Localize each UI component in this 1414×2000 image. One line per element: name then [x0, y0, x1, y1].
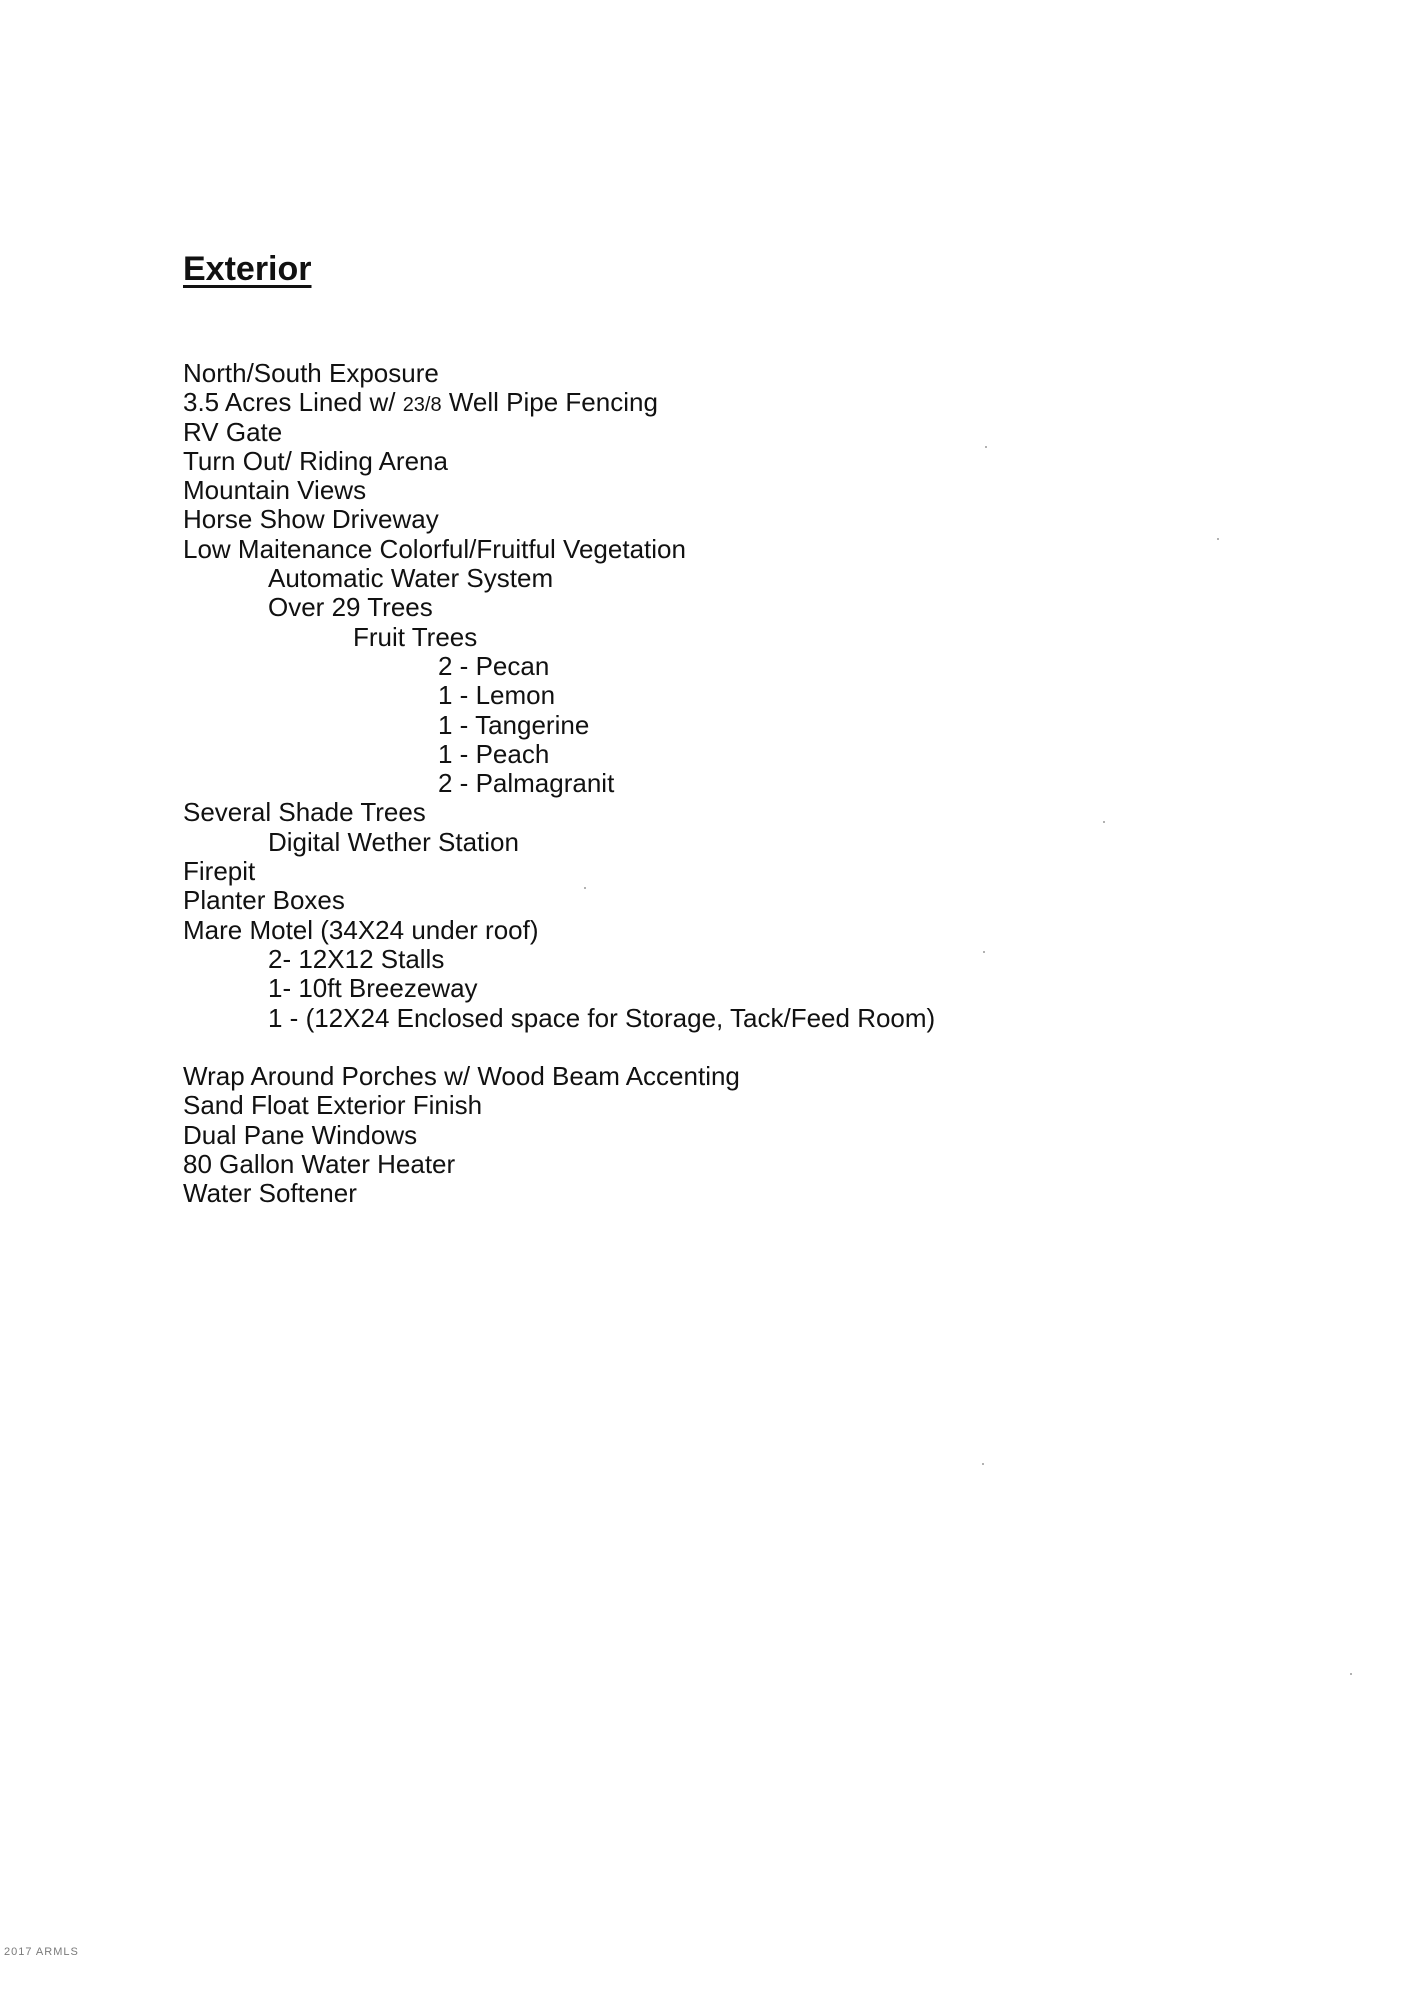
list-item — [183, 359, 935, 388]
list-item — [183, 447, 935, 476]
list-item — [183, 388, 935, 417]
list-item — [183, 945, 935, 974]
item-text: Low Maitenance Colorful/Fruitful Vegetation — [183, 533, 686, 564]
item-text: Mountain Views — [183, 475, 367, 506]
list-item — [183, 1150, 935, 1179]
list-item — [183, 886, 935, 915]
list-item — [183, 916, 935, 945]
list-item — [183, 476, 935, 505]
scan-speck — [983, 951, 985, 953]
item-text: 3.5 Acres Lined w/ — [183, 387, 403, 418]
item-text: 1 - (12X24 Enclosed space for Storage, Tack/Feed Room) — [268, 1002, 936, 1033]
list-item — [183, 1004, 935, 1033]
item-text: Dual Pane Windows — [183, 1119, 418, 1150]
list-item — [183, 798, 935, 827]
item-text: Digital Wether Station — [268, 826, 519, 857]
item-text: Turn Out/ Riding Arena — [183, 445, 448, 476]
item-text: 1 - Peach — [438, 738, 550, 769]
section-heading: Exterior — [183, 250, 312, 288]
item-text: Firepit — [183, 856, 256, 887]
list-item — [183, 1091, 935, 1120]
item-text: Horse Show Driveway — [183, 504, 439, 535]
list-item — [183, 593, 935, 622]
item-text: 2- 12X12 Stalls — [268, 943, 445, 974]
list-item — [183, 505, 935, 534]
item-text: 2 - Palmagranit — [438, 768, 615, 799]
list-item — [183, 1062, 935, 1091]
list-item — [183, 681, 935, 710]
item-text: 1 - Tangerine — [438, 709, 590, 740]
list-item — [183, 974, 935, 1003]
item-text: RV Gate — [183, 416, 283, 447]
item-text: North/South Exposure — [183, 358, 439, 388]
item-text: 2 - Pecan — [438, 650, 550, 681]
watermark-text: 2017 ARMLS — [4, 1946, 79, 1958]
item-text: Water Softener — [183, 1178, 357, 1209]
list-item — [183, 1179, 935, 1208]
scan-speck — [1103, 821, 1105, 823]
item-text-after: Well Pipe Fencing — [441, 387, 658, 418]
item-text: Planter Boxes — [183, 885, 345, 916]
scan-speck — [584, 887, 586, 889]
item-text: Sand Float Exterior Finish — [183, 1090, 483, 1121]
list-item — [183, 769, 935, 798]
list-item — [183, 418, 935, 447]
item-text: Automatic Water System — [268, 563, 554, 594]
list-item — [183, 623, 935, 652]
scan-speck — [1217, 538, 1219, 540]
feature-list — [183, 359, 935, 1209]
list-item — [183, 828, 935, 857]
list-item — [183, 535, 935, 564]
scan-speck — [1350, 1673, 1352, 1675]
item-text: Several Shade Trees — [183, 797, 426, 828]
item-text: Mare Motel (34X24 under roof) — [183, 914, 539, 945]
item-text: 1- 10ft Breezeway — [268, 973, 478, 1004]
item-text: 1 - Lemon — [438, 680, 556, 711]
list-item — [183, 652, 935, 681]
item-text: Wrap Around Porches w/ Wood Beam Accenting — [183, 1061, 740, 1092]
item-text: Fruit Trees — [353, 621, 478, 652]
list-item — [183, 564, 935, 593]
scan-speck — [982, 1463, 984, 1465]
item-text: Over 29 Trees — [268, 592, 433, 623]
list-item — [183, 1121, 935, 1150]
list-item — [183, 857, 935, 886]
item-fraction: 23/8 — [402, 394, 442, 417]
list-item — [183, 711, 935, 740]
list-item — [183, 740, 935, 769]
scan-speck — [985, 446, 987, 448]
item-text: 80 Gallon Water Heater — [183, 1149, 456, 1180]
